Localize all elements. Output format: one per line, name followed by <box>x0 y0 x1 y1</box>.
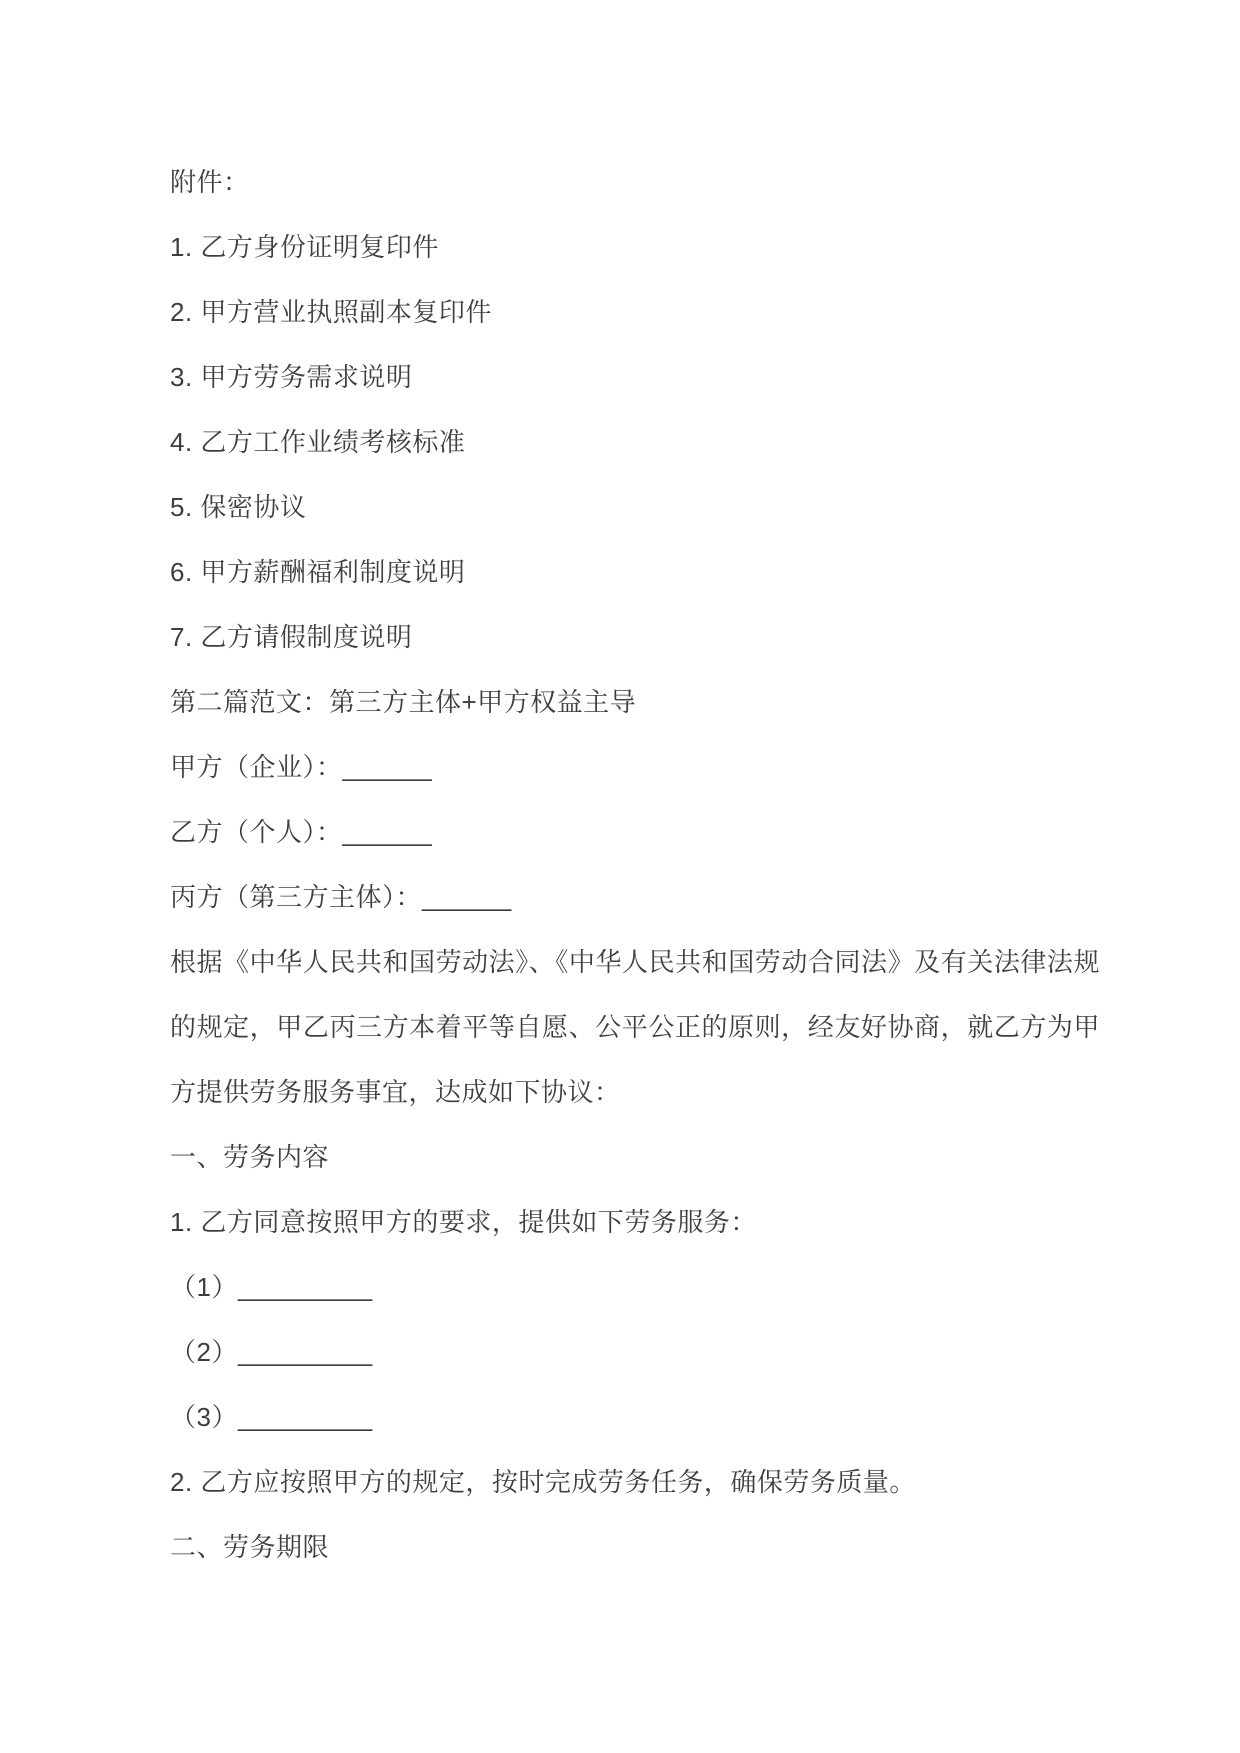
attachment-item-4: 4. 乙方工作业绩考核标准 <box>170 427 466 457</box>
blank-line-3: （3）_________ <box>170 1402 373 1432</box>
blank-line-2: （2）_________ <box>170 1337 373 1367</box>
party-b-line: 乙方（个人）：______ <box>170 817 433 847</box>
clause1-item-2: 2. 乙方应按照甲方的规定，按时完成劳务任务，确保劳务质量。 <box>170 1467 916 1497</box>
preamble-paragraph: 根据《中华人民共和国劳动法》、《中华人民共和国劳动合同法》及有关法律法规的规定，甲乙丙三方本着平等自愿、公平公正的原则，经友好协商，就乙方为甲方提供劳务服务事宜，达成如下协议： <box>170 947 1100 1107</box>
party-c-line: 丙方（第三方主体）：______ <box>170 882 512 912</box>
attachment-item-3: 3. 甲方劳务需求说明 <box>170 362 413 392</box>
attachment-item-2: 2. 甲方营业执照副本复印件 <box>170 297 492 327</box>
attachment-item-1: 1. 乙方身份证明复印件 <box>170 232 439 262</box>
attachment-item-6: 6. 甲方薪酬福利制度说明 <box>170 557 466 587</box>
clause2-heading: 二、劳务期限 <box>170 1532 330 1562</box>
clause1-item-1: 1. 乙方同意按照甲方的要求，提供如下劳务服务： <box>170 1207 757 1237</box>
section-title: 第二篇范文：第三方主体+甲方权益主导 <box>170 687 637 717</box>
attachment-heading: 附件： <box>170 167 250 197</box>
clause1-heading: 一、劳务内容 <box>170 1142 330 1172</box>
attachment-item-7: 7. 乙方请假制度说明 <box>170 622 413 652</box>
blank-line-1: （1）_________ <box>170 1272 373 1302</box>
party-a-line: 甲方（企业）：______ <box>170 752 433 782</box>
attachment-item-5: 5. 保密协议 <box>170 492 307 522</box>
